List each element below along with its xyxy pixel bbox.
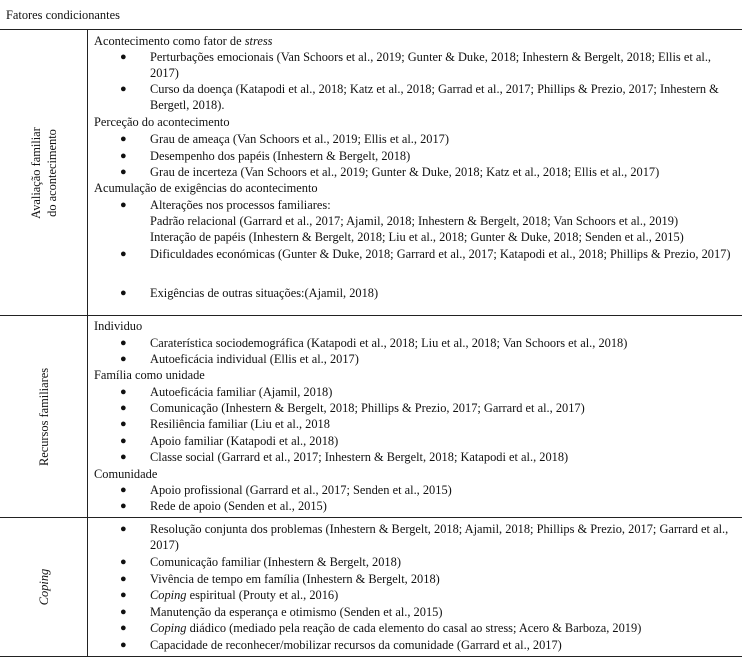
- bullet-icon: ●: [120, 166, 127, 178]
- list-item: ● Alterações nos processos familiares:: [120, 198, 331, 212]
- bullet-icon: ●: [120, 287, 127, 299]
- list-item: ● Rede de apoio (Senden et al., 2015): [120, 499, 327, 513]
- list-item: ● Desempenho dos papéis (Inhestern & Bergelt, 2018): [120, 149, 411, 163]
- bullet-icon: ●: [120, 150, 127, 162]
- group-heading: Comunidade: [94, 467, 158, 481]
- list-item: ● Resolução conjunta dos problemas (Inhestern & Bergelt, 2018; Ajamil, 2018; Phillips & Prezio, 2017; Garrard et al., 2017): [120, 522, 729, 553]
- row-recursos-familiares: [0, 316, 742, 518]
- list-item: ● Vivência de tempo em família (Inhestern & Bergelt, 2018): [120, 572, 440, 586]
- list-item: ● Apoio familiar (Katapodi et al., 2018): [120, 434, 339, 448]
- bullet-icon: ●: [120, 484, 127, 496]
- sub-item: Padrão relacional (Garrard et al., 2017; Ajamil, 2018; Inhestern & Bergelt, 2018; Van Schoors et al., 2019): [150, 214, 679, 228]
- list-item: ● Resiliência familiar (Liu et al., 2018: [120, 417, 330, 431]
- row-content-recursos: [88, 316, 742, 517]
- bullet-icon: ●: [120, 402, 127, 414]
- row-label-text: Recursos familiares: [36, 367, 51, 466]
- row-label-text: Avaliação familiar do acontecimento: [28, 126, 59, 219]
- list-item: ● Perturbações emocionais (Van Schoors et al., 2019; Gunter & Duke, 2018; Inhestern & Bergelt, 2018; Ellis et al., 2017): [120, 50, 712, 81]
- list-item: ● Manutenção da esperança e otimismo (Senden et al., 2015): [120, 605, 443, 619]
- list-item: ● Comunicação familiar (Inhestern & Bergelt, 2018): [120, 555, 401, 569]
- list-item: ● Exigências de outras situações:(Ajamil, 2018): [120, 286, 379, 300]
- bullet-icon: ●: [120, 83, 127, 95]
- list-item: ● Curso da doença (Katapodi et al., 2018; Katz et al., 2018; Garrad et al., 2017; Phillips & Prezio, 2017; Inhestern & Bergetl, 2018).: [120, 82, 719, 113]
- list-item: ● Capacidade de reconhecer/mobilizar recursos da comunidade (Garrard et al., 2017): [120, 638, 562, 652]
- bullet-icon: ●: [120, 435, 127, 447]
- group-heading: Perceção do acontecimento: [94, 115, 230, 129]
- list-item: ● Caraterística sociodemográfica (Katapodi et al., 2018; Liu et al., 2018; Van Schoors et al., 2018): [120, 336, 628, 350]
- header-title: Fatores condicionantes: [6, 8, 120, 22]
- row-content-coping: [88, 518, 742, 656]
- bullet-icon: ●: [120, 418, 127, 430]
- list-item: ● Autoeficácia familiar (Ajamil, 2018): [120, 385, 333, 399]
- bullet-icon: ●: [120, 606, 127, 618]
- row-label-coping: [0, 518, 88, 656]
- bullet-icon: ●: [120, 573, 127, 585]
- bullet-icon: ●: [120, 589, 127, 601]
- list-item: ● Coping espiritual (Prouty et al., 2016): [120, 588, 339, 602]
- sub-item: Interação de papéis (Inhestern & Bergelt, 2018; Liu et al., 2018; Gunter & Duke, 2018; Senden et al., 2015): [150, 230, 684, 244]
- bullet-icon: ●: [120, 51, 127, 63]
- group-heading: Família como unidade: [94, 368, 205, 382]
- bullet-icon: ●: [120, 133, 127, 145]
- group-heading: Individuo: [94, 319, 143, 333]
- group-heading: Acontecimento como fator de stress: [94, 34, 273, 48]
- bullet-icon: ●: [120, 248, 127, 260]
- list-item: ● Classe social (Garrard et al., 2017; Inhestern & Bergelt, 2018; Katapodi et al., 2018): [120, 450, 569, 464]
- bullet-icon: ●: [120, 556, 127, 568]
- list-item: ● Autoeficácia individual (Ellis et al., 2017): [120, 352, 359, 366]
- row-label-text: Coping: [36, 568, 51, 606]
- row-coping: [0, 518, 742, 657]
- list-item: ● Apoio profissional (Garrard et al., 2017; Senden et al., 2015): [120, 483, 452, 497]
- row-label-recursos: [0, 316, 88, 517]
- bullet-icon: ●: [120, 622, 127, 634]
- bullet-icon: ●: [120, 639, 127, 651]
- bullet-icon: ●: [120, 199, 127, 211]
- list-item: ● Grau de incerteza (Van Schoors et al., 2019; Gunter & Duke, 2018; Katz et al., 2018; Ellis et al., 2017): [120, 165, 660, 179]
- row-avaliacao-familiar: [0, 30, 742, 316]
- bullet-icon: ●: [120, 500, 127, 512]
- group-heading: Acumulação de exigências do acontecimento: [94, 181, 318, 195]
- bullet-icon: ●: [120, 451, 127, 463]
- bullet-icon: ●: [120, 337, 127, 349]
- bullet-icon: ●: [120, 353, 127, 365]
- row-content-avaliacao: [88, 30, 742, 315]
- list-item: ● Comunicação (Inhestern & Bergelt, 2018; Phillips & Prezio, 2017; Garrard et al., 2017): [120, 401, 585, 415]
- row-label-avaliacao: [0, 30, 88, 315]
- list-item: ● Coping diádico (mediado pela reação de cada elemento do casal ao stress; Acero & Barboza, 2019): [120, 621, 642, 635]
- list-item: ● Dificuldades económicas (Gunter & Duke, 2018; Garrard et al., 2017; Katapodi et al., 2018; Phillips & Prezio, 2017): [120, 247, 731, 261]
- bullet-icon: ●: [120, 386, 127, 398]
- table-header: [0, 0, 742, 30]
- bullet-icon: ●: [120, 523, 127, 535]
- list-item: ● Grau de ameaça (Van Schoors et al., 2019; Ellis et al., 2017): [120, 132, 450, 146]
